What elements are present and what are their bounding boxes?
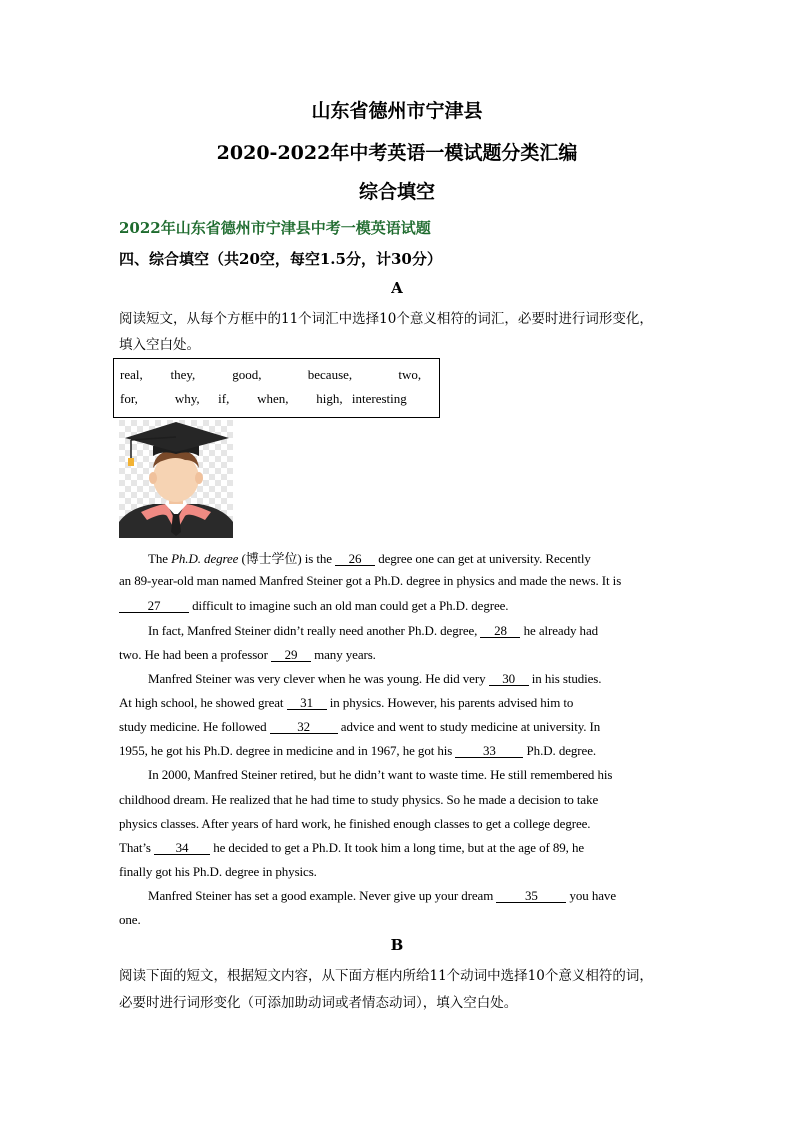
blank-35[interactable]: 35	[496, 889, 566, 903]
passage-a-line-13	[119, 840, 584, 856]
text-segment: degree one can get at university. Recently	[375, 551, 591, 566]
blank-27[interactable]: 27	[119, 599, 189, 613]
passage-b-label: B	[390, 936, 404, 954]
passage-a-instruction-line1: 阅读短文，从每个方框中的11个词汇中选择10个意义相符的词汇，必要时进行词形变化，	[119, 311, 653, 327]
text-segment: you have	[566, 888, 616, 903]
exam-source-heading: 2022年山东省德州市宁津县中考一模英语试题	[119, 219, 431, 237]
passage-a-line-16: one.	[119, 912, 141, 927]
passage-a-line-15	[148, 888, 616, 904]
word-bank-row-2: for, why, if, when, high, interesting	[120, 391, 407, 406]
text-segment: Ph.D. degree.	[523, 743, 597, 758]
text-segment: many years.	[310, 647, 376, 662]
text-segment: two. He had been a professor	[119, 647, 271, 662]
passage-a-instruction-line2: 填入空白处。	[119, 337, 200, 353]
passage-a-line-5	[119, 647, 376, 663]
graduate-image	[119, 420, 233, 538]
text-segment: Manfred Steiner has set a good example. Never give up your dream	[148, 888, 497, 903]
word-bank-box	[113, 358, 440, 418]
text-segment: in his studies.	[528, 671, 602, 686]
text-segment: In fact, Manfred Steiner didn’t really need another Ph.D. degree,	[148, 623, 481, 638]
text-segment: (博士学位) is the	[238, 551, 336, 566]
text-segment: That’s	[119, 840, 155, 855]
text-segment: he decided to get a Ph.D. It took him a long time, but at the age of 89, he	[210, 840, 585, 855]
passage-a-line-6	[148, 671, 601, 687]
passage-a-line-9	[119, 743, 596, 759]
text-segment: difficult to imagine such an old man could get a Ph.D. degree.	[189, 598, 509, 613]
blank-33[interactable]: 33	[455, 744, 523, 758]
blank-30[interactable]: 30	[489, 672, 529, 686]
passage-a-line-10: In 2000, Manfred Steiner retired, but he didn’t want to waste time. He still remembered his	[148, 767, 613, 782]
passage-a-line-2: an 89-year-old man named Manfred Steiner got a Ph.D. degree in physics and made the news. It is	[119, 573, 622, 588]
passage-a-line-11: childhood dream. He realized that he had time to study physics. So he made a decision to take	[119, 792, 599, 807]
part-heading: 四、综合填空（共20空，每空1.5分，计30分）	[119, 250, 442, 268]
text-segment: Manfred Steiner was very clever when he was young. He did very	[148, 671, 489, 686]
passage-a-line-7	[119, 695, 573, 711]
document-title: 山东省德州市宁津县	[311, 100, 483, 122]
blank-29[interactable]: 29	[271, 648, 311, 662]
word-bank-row-1: real, they, good, because, two,	[120, 367, 422, 382]
graduate-illustration	[119, 420, 233, 538]
passage-a-line-14: finally got his Ph.D. degree in physics.	[119, 864, 317, 879]
passage-a-label: A	[391, 279, 403, 297]
passage-a-line-3	[119, 598, 508, 614]
text-segment: 1955, he got his Ph.D. degree in medicine and in 1967, he got his	[119, 743, 456, 758]
blank-34[interactable]: 34	[154, 841, 210, 855]
italic-term: Ph.D. degree	[171, 551, 239, 566]
text-segment: in physics. However, his parents advised him to	[326, 695, 574, 710]
blank-28[interactable]: 28	[480, 624, 520, 638]
text-segment: advice and went to study medicine at university. In	[337, 719, 601, 734]
passage-a-line-8	[119, 719, 600, 735]
passage-a-line-12: physics classes. After years of hard work, he finished enough classes to get a college degree.	[119, 816, 591, 831]
text-segment: study medicine. He followed	[119, 719, 270, 734]
passage-b-instruction-line2: 必要时进行词形变化（可添加助动词或者情态动词），填入空白处。	[119, 995, 518, 1011]
document-subtitle: 2020-2022年中考英语一模试题分类汇编	[216, 142, 578, 164]
document-topic: 综合填空	[358, 181, 435, 203]
passage-a-line-1	[148, 548, 591, 567]
blank-26[interactable]: 26	[335, 552, 375, 566]
text-segment: The	[148, 551, 172, 566]
text-segment: he already had	[520, 623, 599, 638]
blank-32[interactable]: 32	[270, 720, 338, 734]
blank-31[interactable]: 31	[287, 696, 327, 710]
passage-b-instruction-line1: 阅读下面的短文，根据短文内容，从下面方框内所给11个动词中选择10个意义相符的词，	[119, 968, 653, 984]
text-segment: At high school, he showed great	[119, 695, 287, 710]
passage-a-line-4	[148, 623, 598, 639]
